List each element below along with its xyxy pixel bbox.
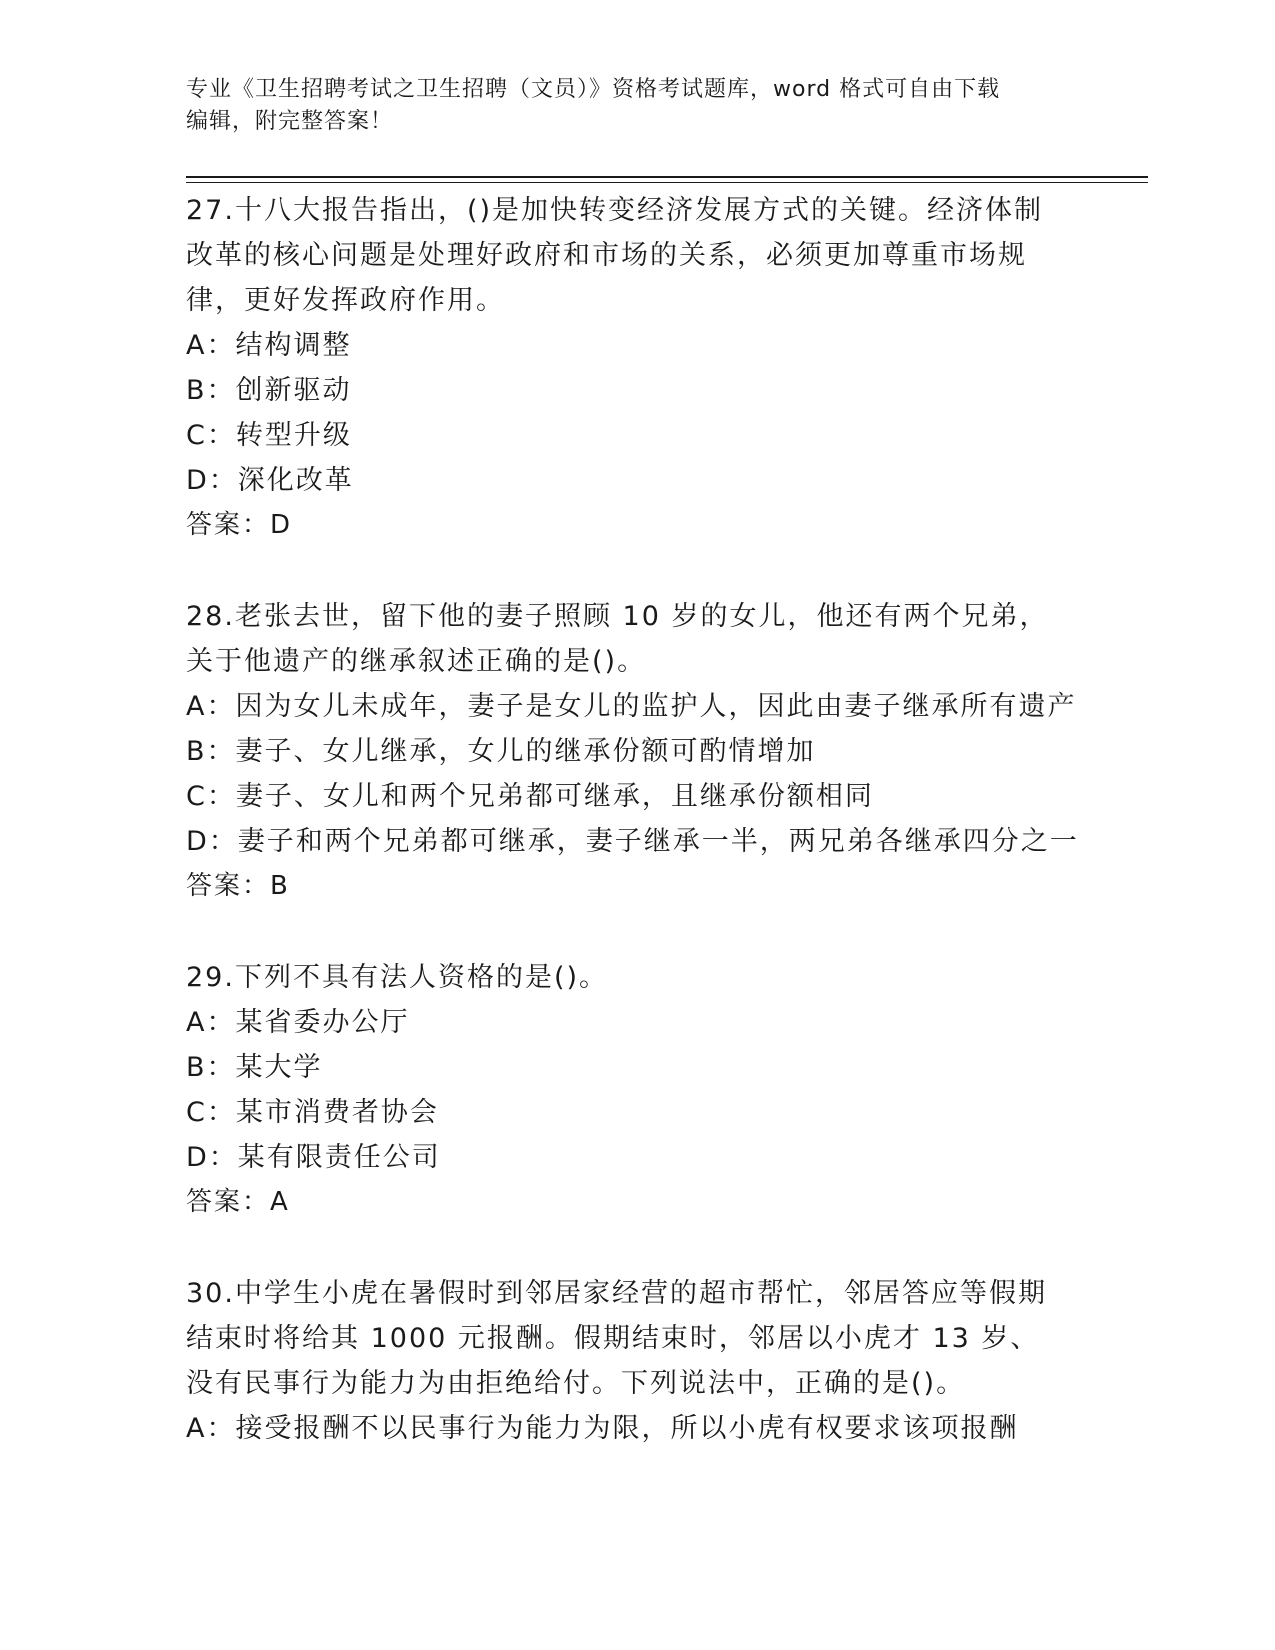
header-divider-thick (186, 176, 1148, 178)
question-29 (186, 955, 1066, 1225)
question-stem: 27.十八大报告指出，()是加快转变经济发展方式的关键。经济体制改革的核心问题是处理好政府和市场的关系，必须更加尊重市场规律，更好发挥政府作用。 (186, 195, 1044, 316)
option-c: C：某市消费者协会 (186, 1097, 439, 1128)
header-line-1: 专业《卫生招聘考试之卫生招聘（文员）》资格考试题库，word 格式可自由下载 (186, 77, 1001, 102)
answer-line: 答案：A (186, 1187, 290, 1217)
option-b: B：创新驱动 (186, 375, 352, 406)
option-b: B：妻子、女儿继承，女儿的继承份额可酌情增加 (186, 736, 816, 767)
header-line-2: 编辑，附完整答案！ (186, 109, 394, 134)
question-28 (186, 594, 1079, 909)
option-a: A：结构调整 (186, 330, 352, 361)
question-stem: 29.下列不具有法人资格的是()。 (186, 962, 609, 993)
question-stem: 28.老张去世，留下他的妻子照顾 10 岁的女儿，他还有两个兄弟，关于他遗产的继承叙述正确的是()。 (186, 601, 1049, 677)
option-d: D：深化改革 (186, 465, 354, 496)
question-27 (186, 188, 1066, 548)
answer-line: 答案：D (186, 510, 293, 540)
question-stem: 30.中学生小虎在暑假时到邻居家经营的超市帮忙，邻居答应等假期结束时将给其 1000 元报酬。假期结束时，邻居以小虎才 13 岁、没有民事行为能力为由拒绝给付。下列说法中，正确的是()。 (186, 1278, 1047, 1399)
option-b: B：某大学 (186, 1052, 323, 1083)
question-list (186, 188, 1079, 1451)
option-c: C：转型升级 (186, 420, 352, 451)
option-a: A：某省委办公厅 (186, 1007, 410, 1038)
option-a: A：因为女儿未成年，妻子是女儿的监护人，因此由妻子继承所有遗产 (186, 691, 1077, 722)
option-d: D：某有限责任公司 (186, 1142, 441, 1173)
document-header (186, 74, 1066, 138)
question-30 (186, 1271, 1066, 1451)
option-d: D：妻子和两个兄弟都可继承，妻子继承一半，两兄弟各继承四分之一 (186, 826, 1079, 857)
option-a: A：接受报酬不以民事行为能力为限，所以小虎有权要求该项报酬 (186, 1413, 1019, 1444)
option-c: C：妻子、女儿和两个兄弟都可继承，且继承份额相同 (186, 781, 874, 812)
header-divider-thin (186, 182, 1148, 183)
answer-line: 答案：B (186, 871, 290, 901)
